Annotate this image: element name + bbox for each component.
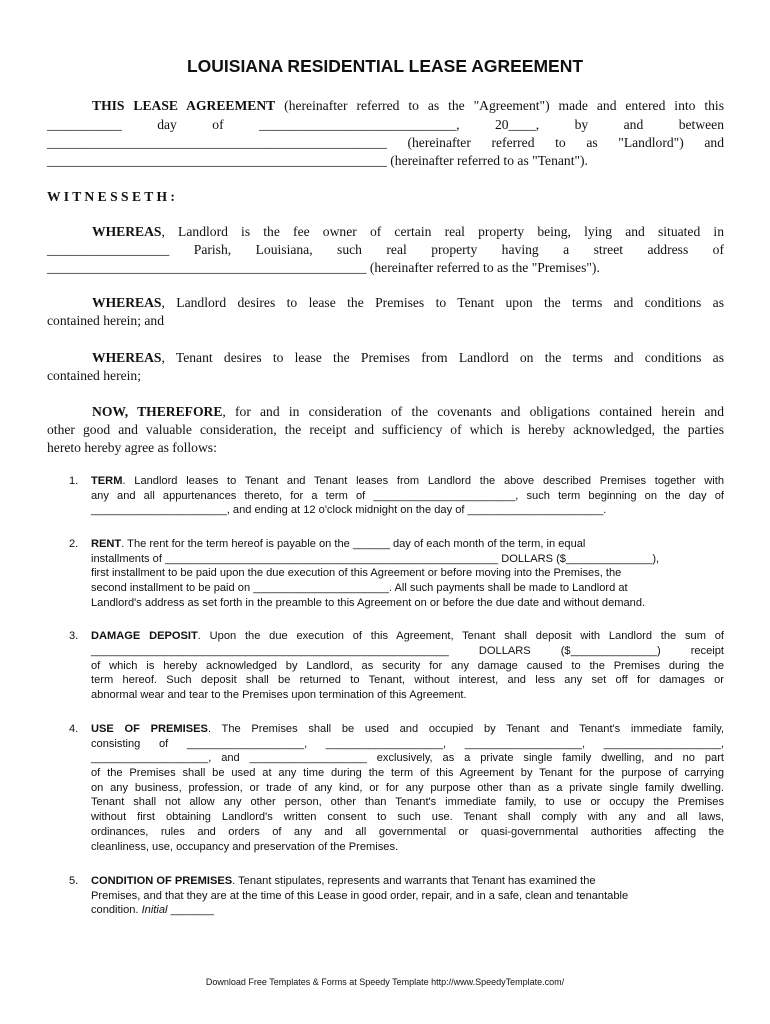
section-use-line-8: ordinances, rules and orders of any and all governmental or quasi-governmental authorities affecting the	[91, 826, 724, 838]
section-rent-line-2: installments of ______________________________________________________ DOLLARS ($______________),	[91, 553, 660, 565]
section-number: 5.	[69, 875, 79, 887]
initial-blank: _______	[167, 904, 214, 916]
whereas1-line-2: __________________ Parish, Louisiana, such real property having a street address of	[47, 242, 724, 257]
whereas2-line-1: WHEREAS, Landlord desires to lease the Premises to Tenant upon the terms and conditions as	[92, 295, 724, 310]
section-heading: TERM	[91, 475, 123, 487]
section-rent-line-5: Landlord's address as set forth in the preamble to this Agreement on or before the due date and without demand.	[91, 597, 646, 609]
section-term-line-3: ______________________, and ending at 12 o'clock midnight on the day of ______________________.	[91, 504, 607, 516]
section-deposit-line-1: DAMAGE DEPOSIT. Upon the due execution of this Agreement, Tenant shall deposit with Landlord the sum of	[91, 630, 724, 642]
whereas3-line-1: WHEREAS, Tenant desires to lease the Premises from Landlord on the terms and conditions as	[92, 350, 724, 365]
whereas2-line-2: contained herein; and	[47, 313, 165, 328]
now-therefore-line-3: hereto hereby agree as follows:	[47, 440, 217, 455]
section-use-line-4: of the Premises shall be used at any time during the term of this Agreement by Tenant for the purpose of carrying	[91, 767, 724, 779]
section-heading: DAMAGE DEPOSIT	[91, 630, 198, 642]
section-use-line-6: Tenant shall not allow any other person, other than Tenant's immediate family, to use or occupy the Premises	[91, 796, 724, 808]
section-use-line-3: ___________________, and ___________________ exclusively, as a private single family dwelling, and no part	[91, 752, 724, 764]
section-deposit-line-4: term hereof. Such deposit shall be returned to Tenant, without interest, and less any set off for damages or	[91, 674, 724, 686]
witnesseth-heading: W I T N E S S E T H :	[47, 189, 175, 204]
now-therefore-line-2: other good and valuable consideration, the receipt and sufficiency of which is hereby acknowledged, the parties	[47, 422, 724, 437]
section-number: 1.	[69, 475, 79, 487]
whereas1-line-3: _______________________________________________ (hereinafter referred to as the "Premises").	[47, 260, 600, 275]
initial-label: Initial	[141, 904, 168, 916]
section-heading: RENT	[91, 538, 122, 550]
section-term-line-2: any and all appurtenances thereto, for a term of _______________________, such term beginning on the day of	[91, 490, 724, 502]
section-heading: CONDITION OF PREMISES	[91, 875, 233, 887]
intro-line-1: THIS LEASE AGREEMENT (hereinafter referred to as the "Agreement") made and entered into this	[92, 98, 724, 113]
section-number: 3.	[69, 630, 79, 642]
section-deposit-line-2: __________________________________________________________ DOLLARS ($______________) receipt	[91, 645, 724, 657]
section-condition-line-2: Premises, and that they are at the time of this Lease in good order, repair, and in a safe, clean and tenantable	[91, 890, 629, 902]
section-deposit-line-3: of which is hereby acknowledged by Landlord, as security for any damage caused to the Premises during the	[91, 660, 724, 672]
whereas1-line-1: WHEREAS, Landlord is the fee owner of certain real property being, lying and situated in	[92, 224, 724, 239]
document-title: LOUISIANA RESIDENTIAL LEASE AGREEMENT	[186, 56, 584, 76]
section-use-line-9: cleanliness, use, occupancy and preservation of the Premises.	[91, 841, 399, 853]
intro-line-3: __________________________________________________ (hereinafter referred to as "Landlord") and	[47, 135, 724, 150]
section-use-line-7: without first obtaining Landlord's written consent to such use. Tenant shall comply with any and all laws,	[91, 811, 724, 823]
section-term-line-1: TERM. Landlord leases to Tenant and Tenant leases from Landlord the above described Premises together with	[91, 475, 724, 487]
section-use-line-1: USE OF PREMISES. The Premises shall be used and occupied by Tenant and Tenant's immediate family,	[91, 723, 725, 735]
section-number: 2.	[69, 538, 79, 550]
whereas3-line-2: contained herein;	[47, 368, 141, 383]
section-condition-line-1: CONDITION OF PREMISES. Tenant stipulates, represents and warrants that Tenant has examined the	[91, 875, 596, 887]
section-deposit-line-5: abnormal wear and tear to the Premises upon termination of this Agreement.	[91, 689, 467, 701]
section-heading: USE OF PREMISES	[91, 723, 208, 735]
intro-line-4: __________________________________________________ (hereinafter referred to as "Tenant").	[47, 153, 588, 168]
intro-lead-bold: THIS LEASE AGREEMENT	[92, 98, 276, 113]
page-footer: Download Free Templates & Forms at Speedy Template http://www.SpeedyTemplate.com/	[205, 977, 565, 987]
section-rent-line-1: RENT. The rent for the term hereof is payable on the ______ day of each month of the term, in equal	[91, 538, 586, 550]
now-therefore-line-1: NOW, THEREFORE, for and in consideration of the covenants and obligations contained herein and	[92, 404, 724, 419]
section-number: 4.	[69, 723, 79, 735]
section-rent-line-4: second installment to be paid on ______________________. All such payments shall be made to Landlord at	[91, 582, 628, 594]
section-use-line-5: on any business, profession, or trade of any kind, or for any purpose other than as a private single family dwelling.	[91, 782, 724, 794]
intro-line-2: ___________ day of _____________________________, 20____, by and between	[47, 117, 724, 132]
section-rent-line-3: first installment to be paid upon the due execution of this Agreement or before moving into the Premises, the	[91, 567, 622, 579]
section-condition-line-3: condition. Initial _______	[91, 904, 214, 916]
section-use-line-2: consisting of ___________________, ___________________, ___________________, ___________________,	[91, 738, 724, 750]
